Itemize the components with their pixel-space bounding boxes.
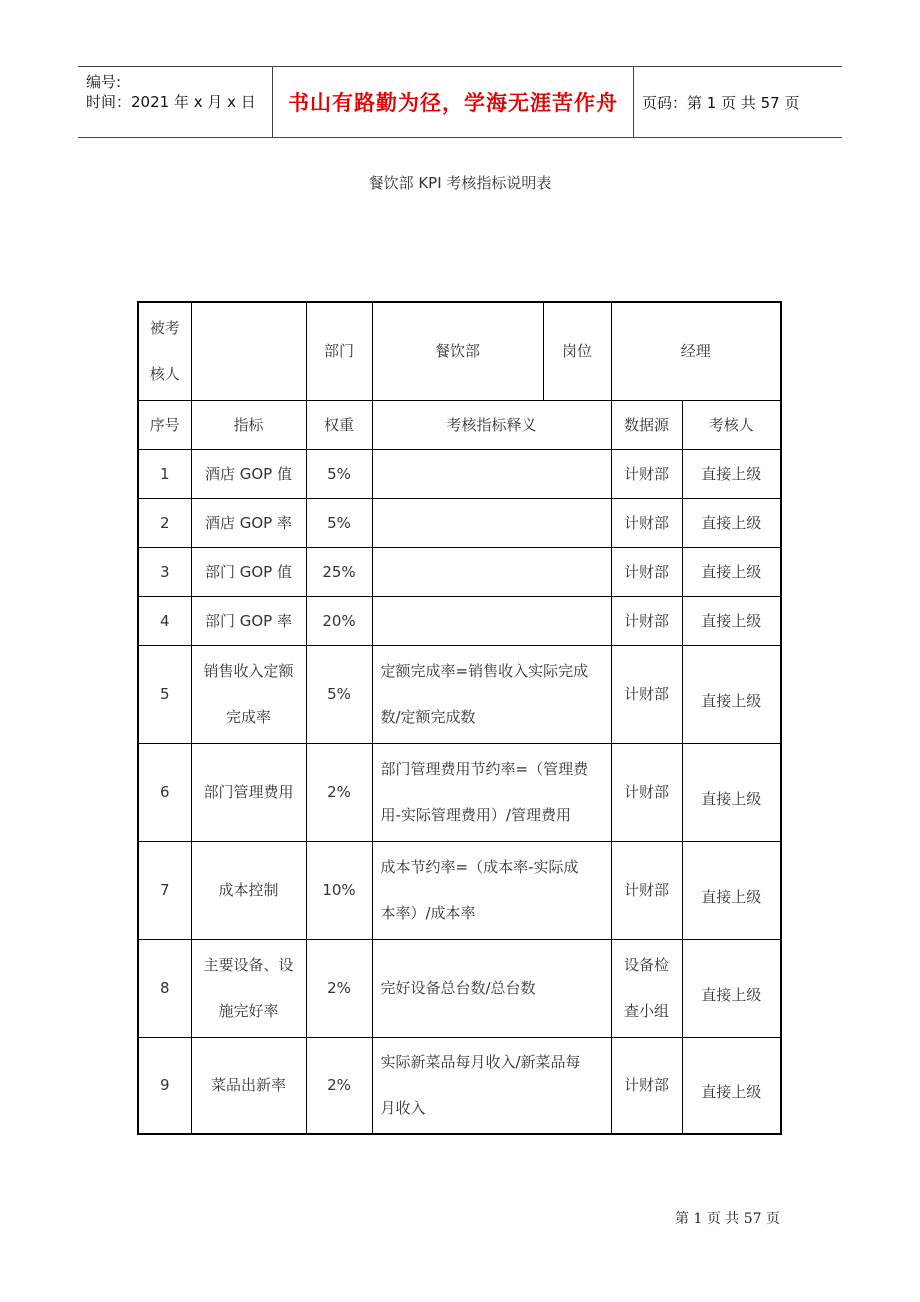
kpi-table xyxy=(137,301,782,1135)
examinee-label xyxy=(138,302,191,400)
row-source: 计财部 xyxy=(611,449,682,498)
row-definition xyxy=(372,547,611,596)
row-source: 计财部 xyxy=(611,743,682,841)
row-definition xyxy=(372,1037,611,1134)
row-source xyxy=(611,939,682,1037)
row-weight: 25% xyxy=(306,547,372,596)
row-assessor: 直接上级 xyxy=(682,1037,781,1134)
row-indicator: 部门 GOP 率 xyxy=(191,596,306,645)
dept-label: 部门 xyxy=(306,302,372,400)
col-assessor: 考核人 xyxy=(682,400,781,449)
row-source: 计财部 xyxy=(611,1037,682,1134)
post-label: 岗位 xyxy=(543,302,611,400)
header-divider xyxy=(633,67,634,137)
row-indicator-line: 主要设备、设 xyxy=(203,956,294,974)
row-definition xyxy=(372,498,611,547)
row-indicator-line: 施完好率 xyxy=(218,1002,279,1020)
document-header xyxy=(78,66,842,138)
row-definition-line: 部门管理费用节约率=（管理费 xyxy=(380,760,589,778)
post-value: 经理 xyxy=(611,302,781,400)
row-no: 7 xyxy=(138,841,191,939)
row-assessor: 直接上级 xyxy=(682,498,781,547)
row-weight: 5% xyxy=(306,645,372,743)
page-footer: 第 1 页 共 57 页 xyxy=(675,1211,780,1227)
row-weight: 2% xyxy=(306,743,372,841)
row-assessor: 直接上级 xyxy=(682,841,781,939)
row-weight: 2% xyxy=(306,939,372,1037)
row-indicator: 菜品出新率 xyxy=(191,1037,306,1134)
row-indicator-line: 销售收入定额 xyxy=(203,662,294,680)
table-row xyxy=(138,596,781,645)
row-assessor: 直接上级 xyxy=(682,449,781,498)
table-row xyxy=(138,645,781,743)
row-source: 计财部 xyxy=(611,596,682,645)
header-meta xyxy=(78,67,272,137)
row-no: 8 xyxy=(138,939,191,1037)
col-source: 数据源 xyxy=(611,400,682,449)
col-weight: 权重 xyxy=(306,400,372,449)
table-row xyxy=(138,449,781,498)
row-indicator: 部门 GOP 值 xyxy=(191,547,306,596)
row-indicator xyxy=(191,939,306,1037)
row-weight: 2% xyxy=(306,1037,372,1134)
dept-value: 餐饮部 xyxy=(372,302,543,400)
row-no: 6 xyxy=(138,743,191,841)
row-indicator: 酒店 GOP 值 xyxy=(191,449,306,498)
column-header-row xyxy=(138,400,781,449)
info-row xyxy=(138,302,781,400)
row-assessor: 直接上级 xyxy=(682,645,781,743)
row-weight: 20% xyxy=(306,596,372,645)
examinee-value xyxy=(191,302,306,400)
row-source-line: 设备检 xyxy=(623,956,669,974)
row-assessor: 直接上级 xyxy=(682,743,781,841)
row-source-line: 查小组 xyxy=(623,1002,669,1020)
table-row xyxy=(138,1037,781,1134)
row-indicator: 酒店 GOP 率 xyxy=(191,498,306,547)
row-definition xyxy=(372,743,611,841)
row-indicator: 成本控制 xyxy=(191,841,306,939)
row-definition-line: 月收入 xyxy=(380,1099,426,1118)
row-definition-line: 实际新菜品每月收入/新菜品每 xyxy=(380,1053,581,1072)
examinee-label-text: 被考核人 xyxy=(149,319,180,384)
row-definition-line: 用-实际管理费用）/管理费用 xyxy=(380,806,571,824)
header-motto: 书山有路勤为径，学海无涯苦作舟 xyxy=(288,91,618,115)
row-source: 计财部 xyxy=(611,645,682,743)
table-row xyxy=(138,939,781,1037)
row-no: 3 xyxy=(138,547,191,596)
row-no: 9 xyxy=(138,1037,191,1134)
row-source: 计财部 xyxy=(611,547,682,596)
row-definition xyxy=(372,841,611,939)
row-source: 计财部 xyxy=(611,498,682,547)
row-indicator-line: 完成率 xyxy=(225,708,271,726)
row-definition xyxy=(372,645,611,743)
table-row xyxy=(138,743,781,841)
row-definition-line: 定额完成率=销售收入实际完成 xyxy=(380,662,589,680)
row-assessor: 直接上级 xyxy=(682,596,781,645)
document-title: 餐饮部 KPI 考核指标说明表 xyxy=(368,174,552,192)
row-indicator: 部门管理费用 xyxy=(191,743,306,841)
col-indicator: 指标 xyxy=(191,400,306,449)
col-definition: 考核指标释义 xyxy=(372,400,611,449)
table-row xyxy=(138,547,781,596)
table-row xyxy=(138,841,781,939)
row-definition: 完好设备总台数/总台数 xyxy=(372,939,611,1037)
row-weight: 10% xyxy=(306,841,372,939)
header-page-info: 页码：第 1 页 共 57 页 xyxy=(642,93,800,112)
row-weight: 5% xyxy=(306,498,372,547)
row-assessor: 直接上级 xyxy=(682,547,781,596)
row-indicator xyxy=(191,645,306,743)
row-no: 4 xyxy=(138,596,191,645)
row-definition-line: 本率）/成本率 xyxy=(380,904,476,922)
row-definition-line: 数/定额完成数 xyxy=(380,708,476,726)
row-no: 1 xyxy=(138,449,191,498)
row-definition-line: 成本节约率=（成本率-实际成 xyxy=(380,858,579,876)
row-definition xyxy=(372,596,611,645)
row-no: 5 xyxy=(138,645,191,743)
row-assessor: 直接上级 xyxy=(682,939,781,1037)
row-weight: 5% xyxy=(306,449,372,498)
table-row xyxy=(138,498,781,547)
row-definition xyxy=(372,449,611,498)
number-label: 编号: xyxy=(86,73,122,91)
row-no: 2 xyxy=(138,498,191,547)
col-no: 序号 xyxy=(138,400,191,449)
row-source: 计财部 xyxy=(611,841,682,939)
time-label: 时间：2021 年 x 月 x 日 xyxy=(86,93,256,111)
